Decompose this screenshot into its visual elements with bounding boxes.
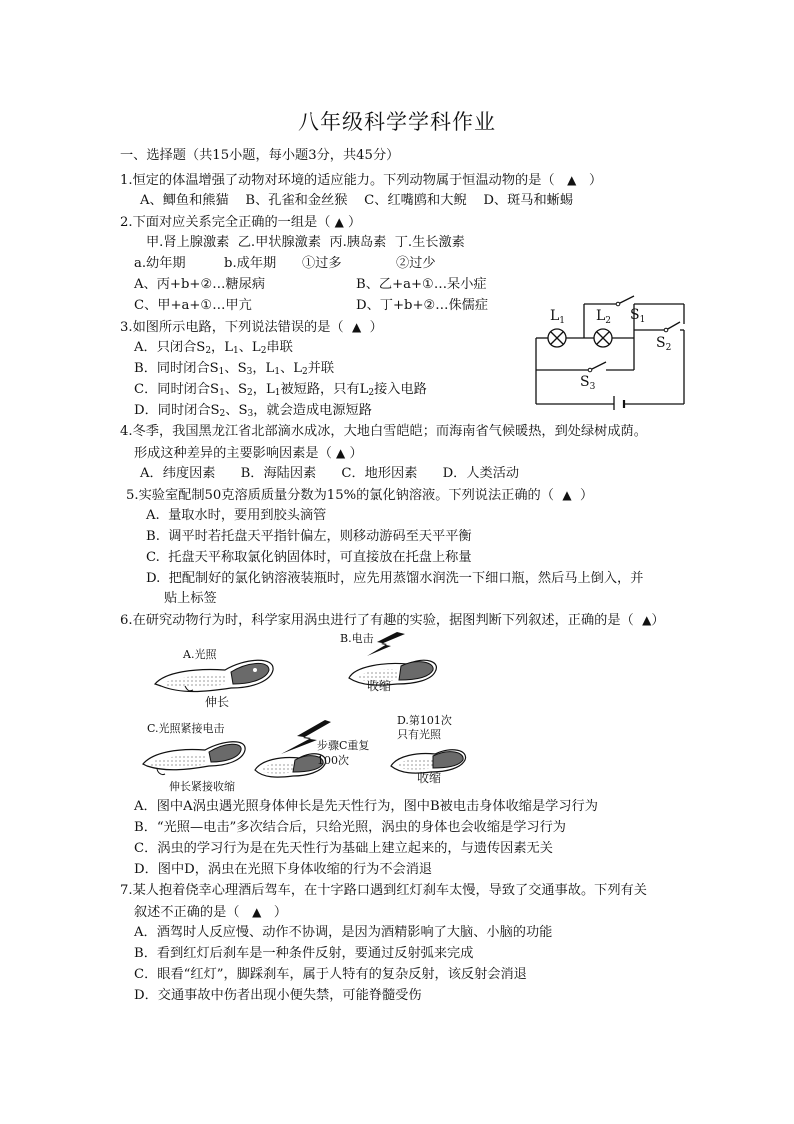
- answer-blank-icon: ▲: [562, 488, 572, 502]
- answer-blank-icon: ▲: [252, 905, 262, 919]
- q1-options: A、鲫鱼和熊猫 B、孔雀和金丝猴 C、红嘴鸥和大鲵 D、斑马和蜥蜴: [140, 193, 574, 208]
- fig-a-label: A.光照: [183, 648, 217, 661]
- fig-c-caption: 伸长紧接收缩: [169, 780, 235, 793]
- section-heading: 一、选择题（共15小题，每小题3分，共45分）: [120, 148, 400, 163]
- q5-option-d-cont: 贴上标签: [164, 591, 217, 606]
- q5-option-b: B. 调平时若托盘天平指针偏左，则移动游码至天平平衡: [146, 529, 472, 544]
- q6-option-a: A．图中A涡虫遇光照身体伸长是先天性行为，图中B被电击身体收缩是学习行为: [134, 799, 598, 814]
- q3-option-c: C．同时闭合$S_1$、$S_2$，$L_1$被短路，只有$L_2$接入电路: [134, 382, 427, 398]
- answer-blank-icon: ▲: [567, 173, 577, 187]
- label-s2: $S_2$: [656, 335, 672, 353]
- q7-option-c: C．眼看“红灯”，脚踩刹车，属于人特有的复杂反射，该反射会消退: [134, 967, 527, 982]
- q5-option-a: A. 量取水时，要用到胶头滴管: [146, 508, 327, 523]
- planarian-c1-icon: [143, 742, 245, 775]
- q2-option-a: A、丙+b+②…糖尿病: [134, 277, 266, 292]
- planarian-c2-icon: [255, 754, 326, 777]
- q7-option-a: A．酒驾时人反应慢、动作不协调，是因为酒精影响了大脑、小脑的功能: [134, 925, 553, 940]
- q7-option-d: D．交通事故中伤者出现小便失禁，可能脊髓受伤: [134, 988, 422, 1003]
- fig-c-label: C.光照紧接电击: [147, 722, 225, 735]
- fig-c-note-2: 100次: [317, 754, 349, 767]
- q4-stem-line2: 形成这种差异的主要影响因素是（ ▲ ）: [134, 446, 363, 461]
- page-title: 八年级科学学科作业: [298, 110, 496, 134]
- planarian-b-icon: [349, 660, 436, 685]
- answer-blank-icon: ▲: [334, 215, 344, 229]
- q5-stem: 5.实验室配制50克溶质质量分数为15%的氯化钠溶液。下列说法正确的（ ▲ ）: [126, 488, 594, 503]
- label-s3: $S_3$: [580, 374, 596, 392]
- fig-c-note-1: 步骤C重复: [317, 739, 370, 752]
- q1-stem: 1.恒定的体温增强了动物对环境的适应能力。下列动物属于恒温动物的是（ ▲ ）: [120, 173, 603, 188]
- q3-option-a: A．只闭合$S_2$，$L_1$、$L_2$串联: [134, 340, 293, 356]
- fig-d-caption: 收缩: [417, 771, 442, 785]
- planarian-a-icon: [155, 660, 273, 691]
- q6-option-b: B．“光照—电击”多次结合后，只给光照，涡虫的身体也会收缩是学习行为: [134, 820, 566, 835]
- q7-stem-line2: 叙述不正确的是（ ▲ ）: [134, 905, 288, 920]
- answer-blank-icon: ▲: [336, 446, 346, 460]
- answer-blank-icon: ▲: [351, 320, 362, 334]
- fig-d-label-1: D.第101次: [397, 714, 452, 727]
- q5-option-c: C. 托盘天平称取氯化钠固体时，可直接放在托盘上称量: [146, 550, 472, 565]
- fig-b-label: B.电击: [340, 632, 374, 645]
- q7-option-b: B．看到红灯后刹车是一种条件反射，要通过反射弧来完成: [134, 946, 474, 961]
- q6-stem: 6.在研究动物行为时，科学家用涡虫进行了有趣的实验，据图判断下列叙述，正确的是（ ▲）: [120, 613, 665, 628]
- q2-option-c: C、甲+a+①…甲亢: [134, 298, 252, 313]
- q2-stem: 2.下面对应关系完全正确的一组是（ ▲ ）: [120, 215, 362, 230]
- q4-stem-line1: 4.冬季，我国黑龙江省北部滴水成冰，大地白雪皑皑；而海南省气候暖热，到处绿树成荫。: [120, 424, 647, 439]
- q2-conditions: a.幼年期 b.成年期 ①过多 ②过少: [134, 256, 436, 271]
- q6-option-d: D．图中D，涡虫在光照下身体收缩的行为不会消退: [134, 862, 433, 877]
- lamp-l2-icon: [594, 329, 612, 347]
- q2-option-d: D、丁+b+②…侏儒症: [356, 298, 489, 313]
- fig-a-caption: 伸长: [205, 695, 230, 709]
- fig-d-label-2: 只有光照: [397, 728, 441, 741]
- label-l2: $L_2$: [596, 308, 612, 326]
- planarian-d-icon: [391, 750, 466, 773]
- circuit-diagram: [530, 292, 690, 410]
- q2-hormones: 甲.肾上腺激素 乙.甲状腺激素 丙.胰岛素 丁.生长激素: [146, 235, 465, 250]
- q3-stem: 3.如图所示电路，下列说法错误的是（ ▲ ）: [120, 320, 383, 335]
- fig-b-caption: 收缩: [367, 679, 392, 693]
- q2-option-b: B、乙+a+①…呆小症: [356, 277, 487, 292]
- label-l1: $L_1$: [550, 308, 566, 326]
- q6-option-c: C．涡虫的学习行为是在先天性行为基础上建立起来的，与遗传因素无关: [134, 841, 553, 856]
- label-s1: $S_1$: [630, 307, 646, 325]
- q3-option-b: B．同时闭合$S_1$、$S_3$，$L_1$、$L_2$并联: [134, 361, 335, 377]
- lamp-l1-icon: [548, 329, 566, 347]
- q3-option-d: D．同时闭合$S_2$、$S_3$，就会造成电源短路: [134, 403, 372, 419]
- q5-option-d: D. 把配制好的氯化钠溶液装瓶时，应先用蒸馏水润洗一下细口瓶，然后马上倒入，并: [146, 571, 644, 586]
- q7-stem-line1: 7.某人抱着侥幸心理酒后驾车，在十字路口遇到红灯刹车太慢，导致了交通事故。下列有关: [120, 883, 647, 898]
- answer-blank-icon: ▲: [642, 613, 652, 627]
- q4-options: A．纬度因素 B．海陆因素 C．地形因素 D．人类活动: [140, 466, 520, 481]
- planarian-figure: [135, 628, 495, 800]
